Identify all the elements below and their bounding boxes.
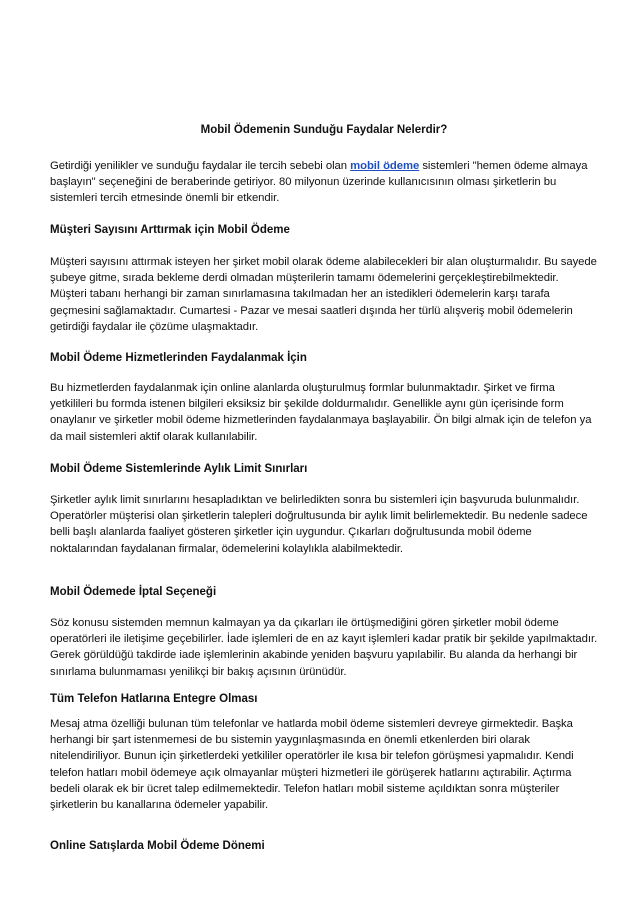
section-heading: Online Satışlarda Mobil Ödeme Dönemi <box>50 840 265 852</box>
section-heading: Tüm Telefon Hatlarına Entegre Olması <box>50 693 258 705</box>
section-body: Müşteri sayısını attırmak isteyen her şirket mobil olarak ödeme alabilecekleri bir alan oluşturmalıdır. Bu sayede şubeye gitme, sırada bekleme derdi olmadan müşterilerin tamamı ödemelerini gerçekleştirebilmektedir. Müşteri tabanı herhangi bir zaman sınırlamasına takılmadan her an istedikleri ödemelerin karşı tarafa geçmesini sağlamaktadır. Cumartesi - Pazar ve mesai saatleri dışında her türlü alışveriş mobil ödemelerin getirdiği faydalar ile çözüme ulaşmaktadır. <box>50 256 597 333</box>
section-heading: Mobil Ödemede İptal Seçeneği <box>50 586 217 598</box>
intro-text-before: Getirdiği yenilikler ve sunduğu faydalar ile tercih sebebi olan <box>50 160 351 172</box>
intro-text-after: sistemleri "hemen ödeme almaya başlayın" seçeneğini de beraberinde getiriyor. 80 milyonun üzerinde kullanıcısının olması şirketlerin bu sistemleri tercih etmesinde önemli bir etkendir. <box>50 160 588 205</box>
intro-paragraph <box>50 158 598 207</box>
section-heading: Müşteri Sayısını Arttırmak için Mobil Ödeme <box>50 224 290 236</box>
document-title: Mobil Ödemenin Sunduğu Faydalar Nelerdir? <box>200 124 448 136</box>
mobil-odeme-link[interactable]: mobil ödeme <box>350 160 420 172</box>
section-heading: Mobil Ödeme Sistemlerinde Aylık Limit Sınırları <box>50 463 308 475</box>
section-body: Şirketler aylık limit sınırlarını hesapladıktan ve belirledikten sonra bu sistemleri için başvuruda bulunmalıdır. Operatörler müşterisi olan şirketlerin talepleri doğrultusunda bir aylık limit belirlemektedir. Bu nedenle sadece belli başlı alanlarda faaliyet gösteren şirketler için uygundur. Çıkarları doğrultusunda mobil ödeme noktalarından faydalanan firmalar, ödemelerini kolaylıkla alabilmektedir. <box>50 494 588 555</box>
section-body: Mesaj atma özelliği bulunan tüm telefonlar ve hatlarda mobil ödeme sistemleri devreye girmektedir. Başka herhangi bir şart istenmemesi de bu sistemin yaygınlaşmasında en önemli etkenlerden biri olarak nitelendiriliyor. Bunun için şirketlerdeki yetkililer operatörler ile kısa bir telefon görüşmesi yapmalıdır. Kendi telefon hatları mobil ödemeye açık olmayanlar müşteri hizmetleri ile görüşerek hatlarını açtırabilir. Açtırma bedeli olarak ek bir ücret talep edilmemektedir. Telefon hatları mobil sisteme açıldıktan sonra müşteriler şirketlerin bu kanallarına ödemeler yapabilir. <box>50 718 574 812</box>
section-heading: Mobil Ödeme Hizmetlerinden Faydalanmak İçin <box>50 352 307 364</box>
section-body: Söz konusu sistemden memnun kalmayan ya da çıkarları ile örtüşmediğini gören şirketler mobil ödeme operatörleri ile iletişime geçebilirler. İade işlemleri de en az kayıt işlemleri kadar pratik bir şekilde yapılmaktadır. Gerek görüldüğü takdirde iade işlemlerinin akabinde yeniden başvuru yapılabilir. Bu alanda da herhangi bir sınırlama bulunmaması yenilikçi bir bakış açısının ürünüdür. <box>50 617 598 678</box>
section-body: Bu hizmetlerden faydalanmak için online alanlarda oluşturulmuş formlar bulunmaktadır. Şirket ve firma yetkilileri bu formda istenen bilgileri eksiksiz bir şekilde doldurmalıdır. Genellikle aynı gün içerisinde form onaylanır ve şirketler mobil ödeme hizmetlerinden faydalanmaya başlayabilir. Ön bilgi almak için de telefon ya da mail sistemleri aktif olarak kullanılabilir. <box>50 382 592 443</box>
